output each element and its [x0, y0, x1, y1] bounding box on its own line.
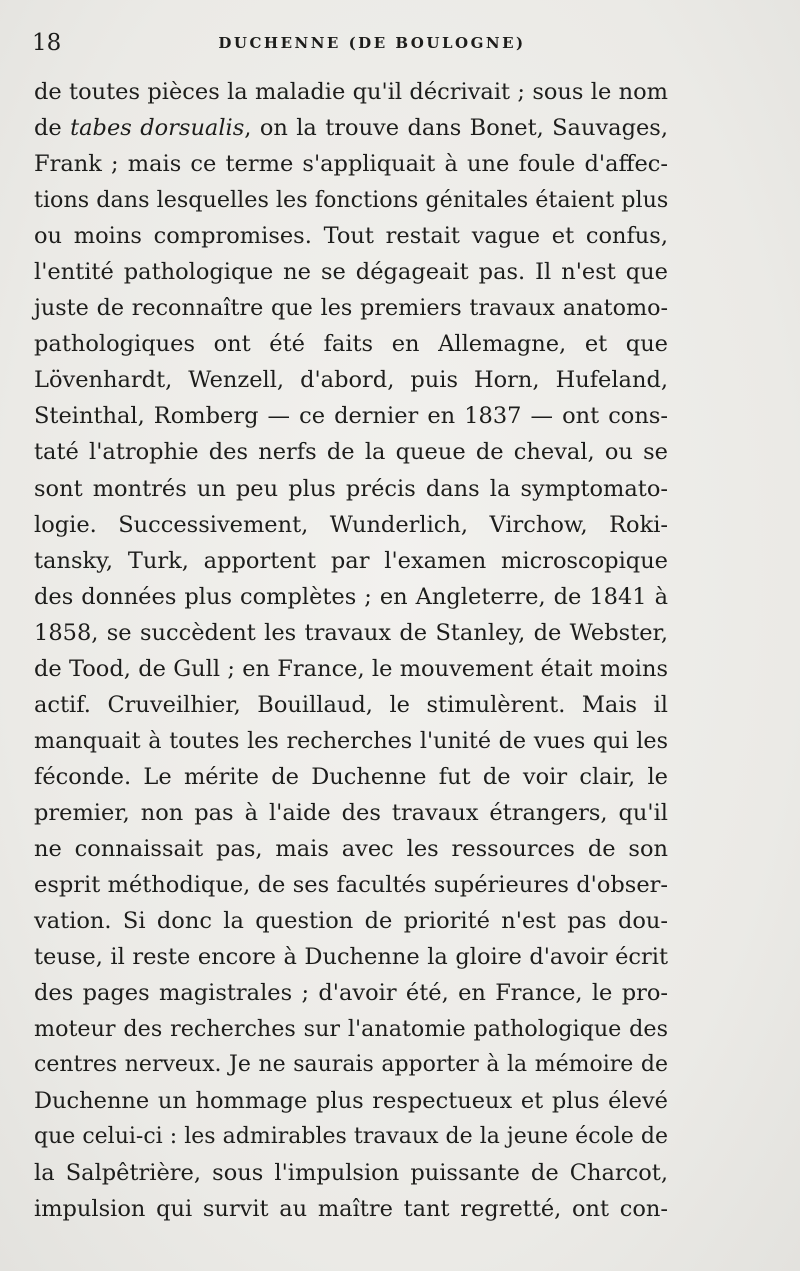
text-line: des pages magistrales ; d'avoir été, en France, le pro-	[34, 980, 668, 1007]
body-text	[34, 74, 668, 1228]
text-line: féconde. Le mérite de Duchenne fut de voir clair, le	[34, 763, 668, 790]
text-line: Duchenne un hommage plus respectueux et plus élevé	[34, 1088, 668, 1115]
text-line: Frank ; mais ce terme s'appliquait à une foule d'affec-	[34, 151, 668, 178]
text-line: centres nerveux. Je ne saurais apporter à la mémoire de	[34, 1052, 668, 1078]
text-line: Steinthal, Romberg — ce dernier en 1837 — ont cons-	[34, 403, 668, 430]
running-head: DUCHENNE (DE BOULOGNE)	[218, 34, 526, 52]
text-run: de	[34, 115, 71, 142]
text-line: taté l'atrophie des nerfs de la queue de cheval, ou se	[34, 439, 668, 466]
italic-term: tabes dorsualis	[70, 115, 245, 142]
text-line: la Salpêtrière, sous l'impulsion puissante de Charcot,	[34, 1160, 668, 1187]
text-line: logie. Successivement, Wunderlich, Virchow, Roki-	[34, 511, 668, 538]
text-line: pathologiques ont été faits en Allemagne, et que	[34, 331, 668, 358]
text-line: juste de reconnaître que les premiers travaux anatomo-	[34, 295, 668, 322]
text-line: moteur des recherches sur l'anatomie pathologique des	[34, 1016, 668, 1043]
text-run: , on la trouve dans Bonet, Sauvages,	[244, 115, 669, 142]
page-number: 18	[32, 30, 62, 56]
text-line: des données plus complètes ; en Angleterre, de 1841 à	[34, 583, 668, 610]
text-line: tansky, Turk, apportent par l'examen microscopique	[34, 547, 668, 574]
text-line: sont montrés un peu plus précis dans la symptomato-	[34, 475, 668, 502]
text-line: tions dans lesquelles les fonctions génitales étaient plus	[34, 187, 669, 214]
text-line: manquait à toutes les recherches l'unité de vues qui les	[34, 727, 668, 754]
page-header	[32, 28, 672, 58]
text-line: l'entité pathologique ne se dégageait pas. Il n'est que	[34, 259, 668, 286]
text-line: vation. Si donc la question de priorité n'est pas dou-	[34, 908, 668, 935]
text-line: de toutes pièces la maladie qu'il décrivait ; sous le nom	[34, 79, 668, 105]
text-line: de Tood, de Gull ; en France, le mouvement était moins	[34, 655, 668, 682]
text-line: impulsion qui survit au maître tant regretté, ont con-	[34, 1196, 668, 1223]
text-line: ou moins compromises. Tout restait vague et confus,	[34, 223, 668, 250]
text-line: Lövenhardt, Wenzell, d'abord, puis Horn, Hufeland,	[34, 367, 668, 394]
text-line: esprit méthodique, de ses facultés supérieures d'obser-	[34, 872, 668, 899]
text-line-with-italic	[34, 110, 668, 146]
text-line: teuse, il reste encore à Duchenne la gloire d'avoir écrit	[34, 944, 668, 971]
text-line: 1858, se succèdent les travaux de Stanley, de Webster,	[34, 619, 668, 646]
text-line: actif. Cruveilhier, Bouillaud, le stimulèrent. Mais il	[34, 691, 668, 718]
text-line: premier, non pas à l'aide des travaux étrangers, qu'il	[34, 799, 668, 826]
text-line: ne connaissait pas, mais avec les ressources de son	[34, 835, 668, 862]
text-line: que celui-ci : les admirables travaux de la jeune école de	[34, 1124, 668, 1150]
